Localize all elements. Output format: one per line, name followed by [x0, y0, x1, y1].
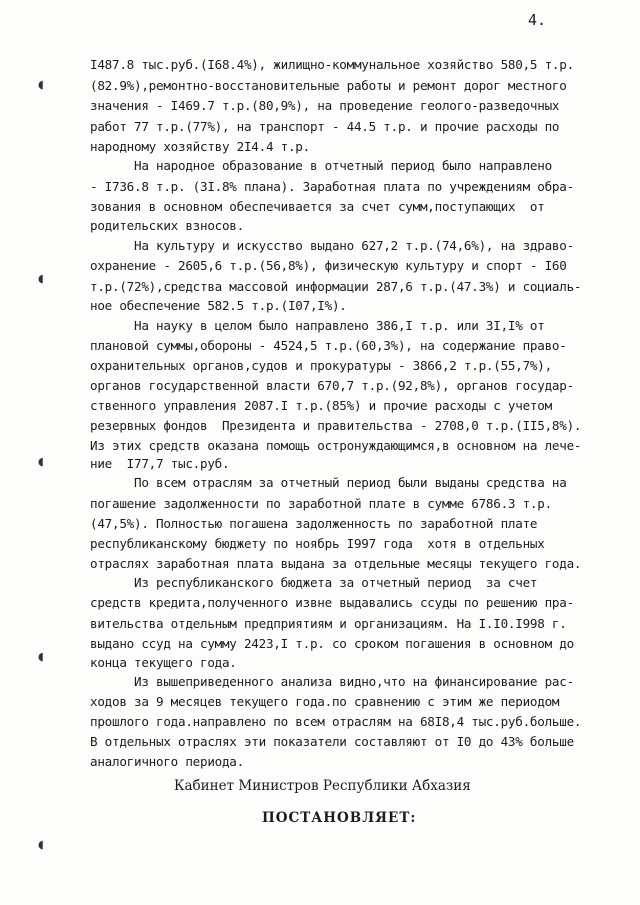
text-line: (47,5%). Полностью погашена задолженность по заработной плате [90, 516, 538, 531]
text-line: (82.9%),ремонтно-восстановительные работы и ремонт дорог местного [90, 78, 567, 93]
text-line: На культуру и искусство выдано 627,2 т.р.(74,6%), на здраво- [90, 238, 574, 253]
punch-hole-mark: ◖ [38, 78, 44, 91]
issuing-authority: Кабинет Министров Республики Абхазия [174, 778, 471, 794]
text-line: родительских взносов. [90, 218, 244, 233]
text-line: В отдельных отраслях эти показатели составляют от I0 до 43% больше [90, 734, 574, 749]
text-line: аналогичного периода. [90, 754, 244, 769]
text-line: охранительных органов,судов и прокуратуры - 3866,2 т.р.(55,7%), [90, 358, 552, 373]
text-line: ходов за 9 месяцев текущего года.по сравнению с этим же периодом [90, 694, 560, 709]
text-line: республиканскому бюджету по ноябрь I997 года хотя в отдельных [90, 536, 545, 551]
text-line: погашение задолженности по заработной плате в сумме 6786.3 т.р. [90, 496, 552, 511]
text-line: На науку в целом было направлено 386,I т.р. или 3I,I% от [90, 318, 545, 333]
text-line: вительства отдельным предприятиям и организациям. На I.I0.I998 г. [90, 616, 567, 631]
text-line: ственного управления 2087.I т.р.(85%) и прочие расходы с учетом [90, 398, 552, 413]
text-line: народному хозяйству 2I4.4 т.р. [90, 139, 310, 154]
text-line: выдано ссуд на сумму 2423,I т.р. со сроком погашения в основном до [90, 636, 574, 651]
page-number: 4. [528, 11, 547, 29]
text-line: значения - I469.7 т.р.(80,9%), на проведение геолого-разведочных [90, 98, 560, 113]
text-line: органов государственной власти 670,7 т.р.(92,8%), органов государ- [90, 378, 574, 393]
text-line: Из республиканского бюджета за отчетный период за счет [90, 575, 538, 590]
text-line: плановой суммы,обороны - 4524,5 т.р.(60,3%), на содержание право- [90, 338, 567, 353]
text-line: I487.8 тыс.руб.(I68.4%), жилищно-коммунальное хозяйство 580,5 т.р. [90, 57, 574, 72]
text-line: охранение - 2605,6 т.р.(56,8%), физическую культуру и спорт - I60 [90, 258, 567, 273]
text-line: Из этих средств оказана помощь остронуждающимся,в основном на лече- [90, 438, 582, 453]
text-line: отраслях заработная плата выдана за отдельные месяцы текущего года. [90, 556, 582, 571]
decree-heading: ПОСТАНОВЛЯЕТ: [262, 810, 417, 826]
text-line: ние I77,7 тыс.руб. [90, 456, 230, 471]
text-line: Из вышеприведенного анализа видно,что на финансирование рас- [90, 674, 574, 689]
text-line: т.р.(72%),средства массовой информации 287,6 т.р.(47.3%) и социаль- [90, 279, 582, 294]
punch-hole-mark: ◖ [38, 650, 44, 663]
text-line: резервных фондов Президента и правительства - 2708,0 т.р.(II5,8%). [90, 418, 582, 433]
text-line: ное обеспечение 582.5 т.р.(I07,I%). [90, 298, 347, 313]
punch-hole-mark: ◖ [38, 838, 44, 851]
text-line: По всем отраслям за отчетный период были выданы средства на [90, 475, 567, 490]
text-line: работ 77 т.р.(77%), на транспорт - 44.5 т.р. и прочие расходы по [90, 119, 560, 134]
punch-hole-mark: ◖ [38, 272, 44, 285]
text-line: средств кредита,полученного извне выдавались ссуды по решению пра- [90, 595, 574, 610]
text-line: зования в основном обеспечивается за счет сумм,поступающих от [90, 199, 545, 214]
text-line: - I736.8 т.р. (3I.8% плана). Заработная плата по учреждениям обра- [90, 179, 574, 194]
text-line: прошлого года.направлено по всем отраслям на 68I8,4 тыс.руб.больше. [90, 714, 582, 729]
punch-hole-mark: ◖ [38, 455, 44, 468]
text-line: На народное образование в отчетный период было направлено [90, 158, 552, 173]
text-line: конца текущего года. [90, 655, 237, 670]
